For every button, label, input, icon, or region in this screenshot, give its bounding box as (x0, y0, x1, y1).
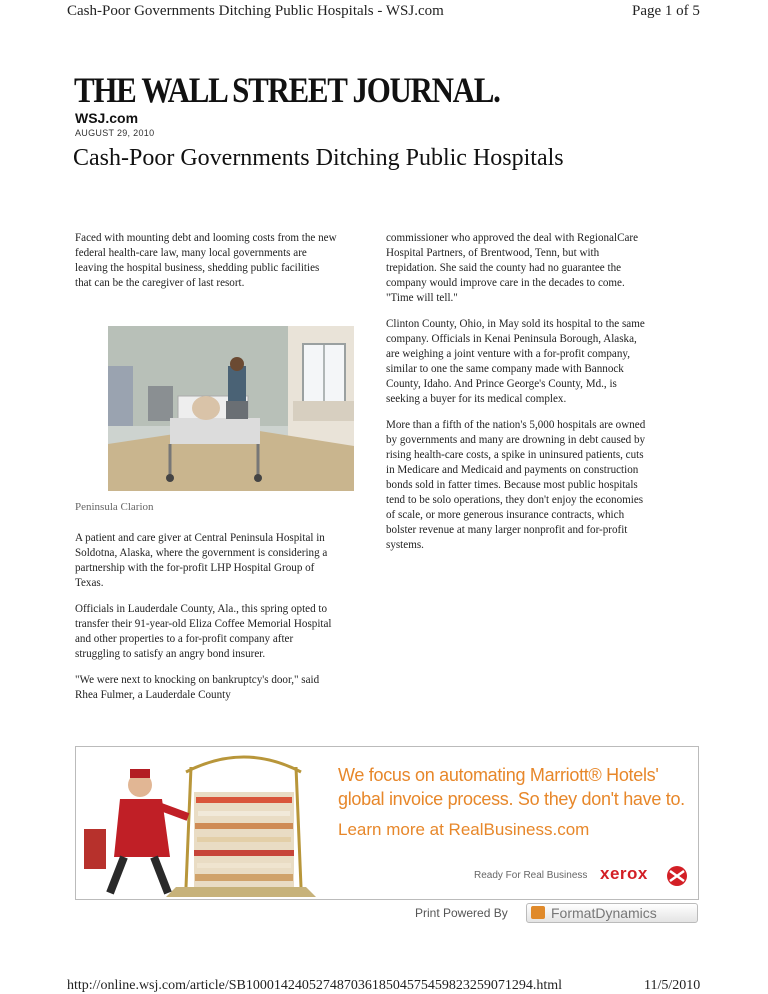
advertisement-banner[interactable] (75, 746, 699, 900)
ad-tagline: Ready For Real Business (474, 870, 588, 881)
bellhop-illustration (76, 747, 326, 899)
formatdynamics-icon (531, 906, 545, 919)
article-date: AUGUST 29, 2010 (75, 128, 155, 138)
photo-caption: A patient and care giver at Central Peninsula Hospital in Soldotna, Alaska, where the government is considering a partnership with the for-profit LHP Hospital Group of Texas. (75, 532, 328, 589)
formatdynamics-label: FormatDynamics (551, 905, 657, 921)
article-headline: Cash-Poor Governments Ditching Public Hospitals (73, 145, 564, 171)
document-title: Cash-Poor Governments Ditching Public Hospitals - WSJ.com (67, 3, 444, 19)
article-paragraph: Faced with mounting debt and looming costs from the new federal health-care law, many local governments are leaving the hospital business, shedding public facilities that can be the caregiver of last resort. (75, 232, 337, 289)
hospital-room-image (108, 326, 354, 491)
article-column-2 (386, 231, 648, 564)
article-column-1 (75, 231, 337, 302)
wsj-site-label: WSJ.com (75, 110, 139, 126)
xerox-logo: xerox (600, 864, 648, 883)
article-photo (108, 326, 354, 491)
formatdynamics-logo[interactable] (526, 903, 698, 923)
article-paragraph: More than a fifth of the nation's 5,000 hospitals are owned by governments and many are drowning in debt caused by rising health-care costs, a spike in uninsured patients, cuts in Medicare and Medicaid and payments on construction bonds sold in fatter times. Because most public hospitals tend to be solo operations, they don't enjoy the economies of scale, or more generous insurance contracts, which bolster revenue at many larger nonprofit and for-profit systems. (386, 419, 646, 551)
xerox-sphere-icon (666, 865, 688, 887)
ad-headline-line-1: We focus on automating Marriott® Hotels' (338, 765, 659, 785)
ad-link-text[interactable]: Learn more at RealBusiness.com (338, 820, 590, 839)
footer-date: 11/5/2010 (644, 978, 701, 993)
print-powered-label: Print Powered By (415, 906, 508, 920)
article-column-1-continued (75, 531, 337, 714)
article-paragraph: commissioner who approved the deal with RegionalCare Hospital Partners, of Brentwood, Tenn, but with trepidation. She said the county had no guarantee the company would improve care in the decades to come. "Time will tell." (386, 232, 639, 304)
article-paragraph: "We were next to knocking on bankruptcy's door," said Rhea Fulmer, a Lauderdale County (75, 674, 320, 701)
page-indicator: Page 1 of 5 (632, 3, 700, 19)
footer-url[interactable]: http://online.wsj.com/article/SB10001424052748703618504575459823259071294.html (67, 978, 563, 993)
wsj-logo: THE WALL STREET JOURNAL. (74, 70, 500, 110)
photo-credit: Peninsula Clarion (75, 501, 154, 513)
ad-headline-line-2: global invoice process. So they don't have to. (338, 789, 685, 809)
article-paragraph: Officials in Lauderdale County, Ala., this spring opted to transfer their 91-year-old Eliza Coffee Memorial Hospital and other properties to a for-profit company after struggling to satisfy an angry bond insurer. (75, 603, 332, 660)
article-paragraph: Clinton County, Ohio, in May sold its hospital to the same company. Officials in Kenai Peninsula Borough, Alaska, are weighing a joint venture with a for-profit company, similar to one the same company made with Bannock County, Idaho. And Prince George's County, Md., is seeking a buyer for its medical complex. (386, 318, 645, 405)
